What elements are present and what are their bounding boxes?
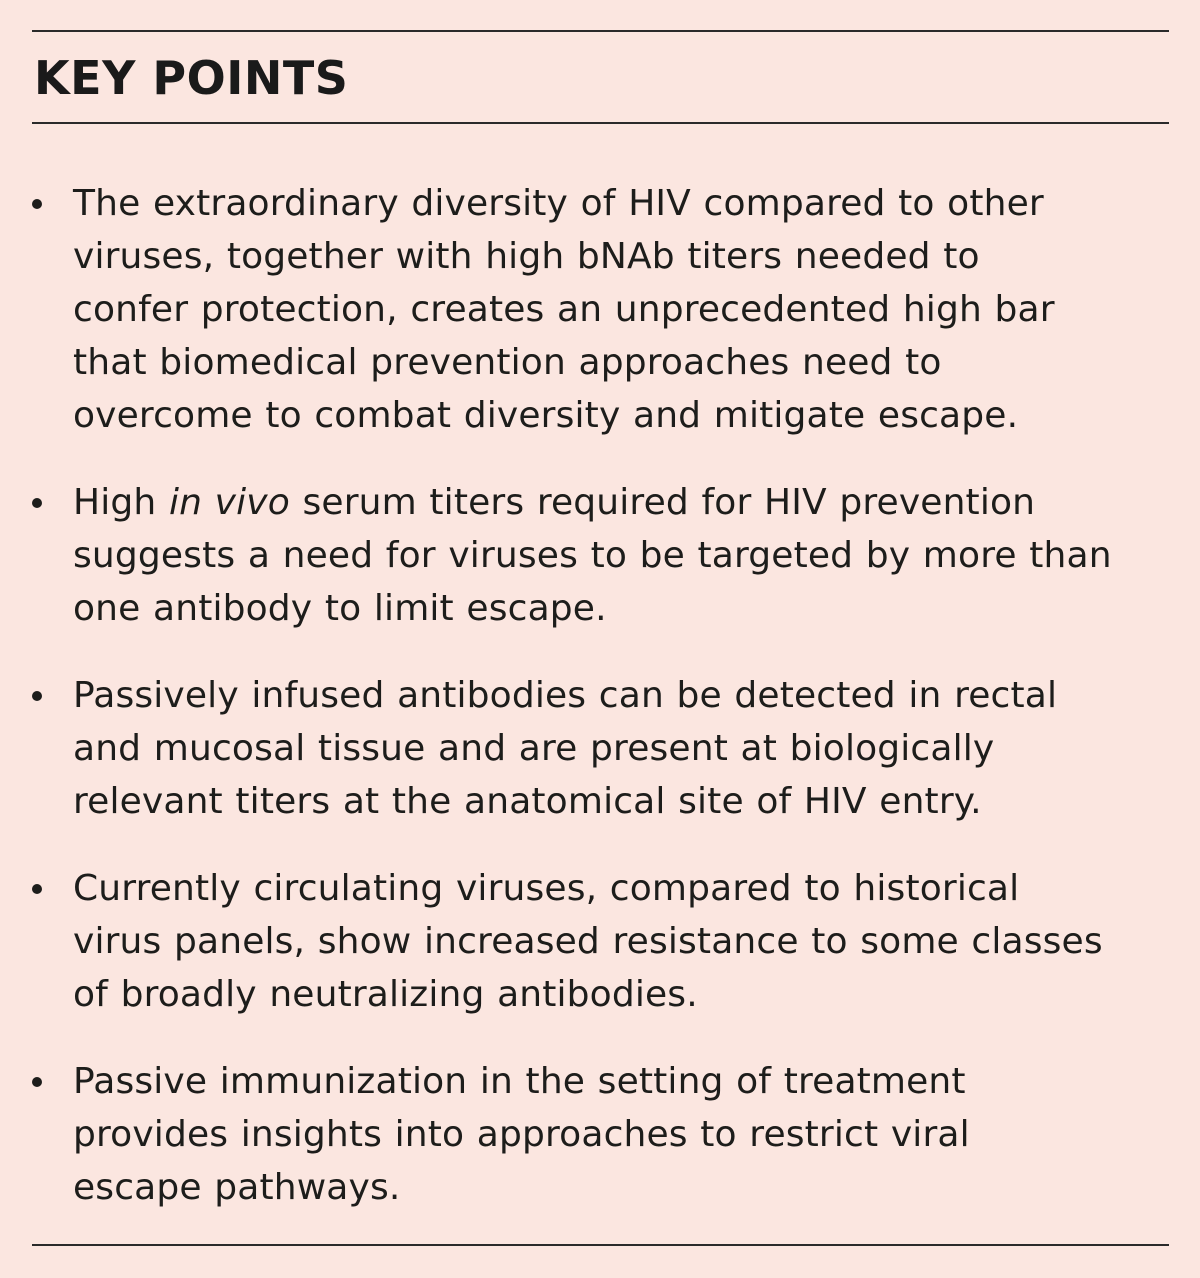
top-divider — [32, 30, 1169, 32]
key-point-line: suggests a need for viruses to be targeted by more than — [73, 535, 1112, 576]
key-point-line: and mucosal tissue and are present at biologically — [73, 728, 995, 769]
bullet-icon — [32, 1077, 42, 1087]
key-point-line: one antibody to limit escape. — [73, 588, 607, 629]
key-point-line: virus panels, show increased resistance to some classes — [73, 921, 1103, 962]
key-point-line: overcome to combat diversity and mitigate escape. — [73, 395, 1019, 436]
key-point-line: of broadly neutralizing antibodies. — [73, 974, 698, 1015]
key-point-line: provides insights into approaches to restrict viral — [73, 1114, 970, 1155]
key-point-3 — [32, 669, 1169, 828]
key-points-box — [32, 30, 1169, 1246]
bullet-icon — [32, 498, 42, 508]
key-point-line: Passively infused antibodies can be detected in rectal — [73, 675, 1058, 716]
key-points-list — [32, 177, 1169, 1248]
key-point-line: Currently circulating viruses, compared to historical — [73, 868, 1020, 909]
key-point-line — [73, 476, 1169, 529]
bullet-icon — [32, 691, 42, 701]
key-point-line: relevant titers at the anatomical site of HIV entry. — [73, 781, 982, 822]
key-point-line: confer protection, creates an unprecedented high bar — [73, 289, 1055, 330]
bottom-divider — [32, 1244, 1169, 1246]
key-point-line: that biomedical prevention approaches need to — [73, 342, 942, 383]
key-point-2 — [32, 476, 1169, 635]
bullet-icon — [32, 884, 42, 894]
key-point-text: High — [73, 482, 169, 523]
key-point-line: Passive immunization in the setting of treatment — [73, 1061, 966, 1102]
key-point-italic-text: in vivo — [168, 482, 290, 523]
heading-divider — [32, 122, 1169, 124]
key-point-line: viruses, together with high bNAb titers needed to — [73, 236, 980, 277]
key-point-1 — [32, 177, 1169, 442]
key-point-line: escape pathways. — [73, 1167, 401, 1208]
key-point-text: serum titers required for HIV prevention — [289, 482, 1036, 523]
key-points-heading: KEY POINTS — [34, 51, 349, 105]
key-point-5 — [32, 1055, 1169, 1214]
key-point-4 — [32, 862, 1169, 1021]
key-point-line: The extraordinary diversity of HIV compared to other — [73, 183, 1044, 224]
bullet-icon — [32, 199, 42, 209]
